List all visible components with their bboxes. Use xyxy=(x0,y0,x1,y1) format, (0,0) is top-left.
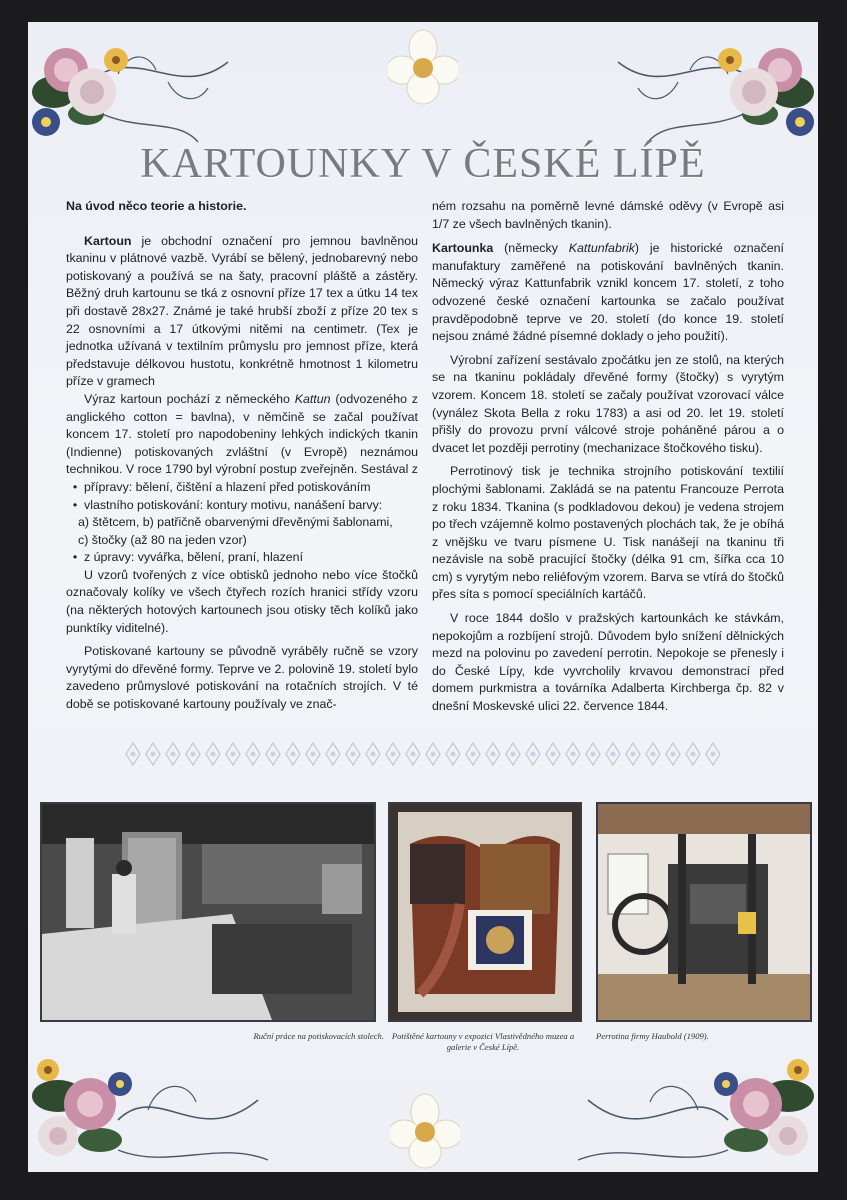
bottom-left-floral-ornament xyxy=(28,1040,288,1172)
process-list xyxy=(66,479,418,567)
photo-caption-3: Perrotina firmy Haubold (1909). xyxy=(596,1031,709,1041)
top-right-floral-ornament xyxy=(578,22,818,152)
origin-italic-term: Kattun xyxy=(294,391,331,406)
list-item: • přípravy: bělení, čištění a hlazení před potiskováním xyxy=(66,479,418,497)
workshop-photo xyxy=(40,802,376,1022)
kartoun-term: Kartoun xyxy=(84,233,132,248)
equipment-paragraph: Výrobní zařízení sestávalo zpočátku jen ze stolů, na kterých se na tkaninu pokládaly dřevěné formy (štočky) s vyrytým vzorem. Koncem 18. století se začaly používat vzorovací válce (vynález Skota Bella z roku 1783) a asi od 20. let 19. století přišly do provozu první válcové stroje poháněné párou a o dvacet let později perrotiny (mechanizace štočkového tisku). xyxy=(432,352,784,455)
printing-paragraph: Potiskované kartouny se původně vyráběly ručně se vzory vyrytými do dřevěné formy. Teprve ve 2. polovině 19. století bylo zavedeno průmyslové potiskování na rotačních strojích. V té době se potiskované kartouny používaly ve znač- xyxy=(66,644,418,712)
workshop-photo-image xyxy=(42,804,374,1020)
photo-caption-1: Ruční práce na potiskovacích stolech. xyxy=(253,1031,384,1041)
museum-exhibit-photo xyxy=(388,802,582,1022)
continuation-paragraph: ném rozsahu na poměrně levné dámské oděvy (v Evropě asi 1/7 ze všech bavlněných tkanin). xyxy=(432,199,784,231)
poster-title: KARTOUNKY V ČESKÉ LÍPĚ xyxy=(140,141,706,187)
perrotine-paragraph: Perrotinový tisk je technika strojního potiskování textilií plochými šablonami. Zakládá se na patentu Francouze Perrota z roku 1834. Tkanina (s podkladovou dekou) je vedena strojem po třech vzájemně kolmo postavených plochách tak, že je obíhá z vnějšku ve tvaru písmene U. Tisk nanášejí na tkaninu tři nezávisle na sobě pracující štočky (délka 91 cm, šířka cca 10 cm) s vyrytým nebo reliéfovým vzorem. Barva se vtírá do štočků přes síta s pomocí speciálních kartáčů. xyxy=(432,464,784,602)
kartounka-italic-term: Kattunfabrik xyxy=(568,241,635,256)
bottom-center-flower-ornament xyxy=(390,1092,460,1172)
list-item: • z úpravy: vyvářka, bělení, praní, hlazení xyxy=(66,549,418,567)
origin-text-before: Výraz kartoun pochází z německého xyxy=(84,391,295,406)
kartounka-text-after: ) je historické označení manufaktury zaměřené na potiskování bavlněných tkanin. Německý výraz Kattunfabrik vznikl koncem 17. století, z toho odvozené české označení kartounka se začalo používat pravděpodobně teprve ve 20. století (do konce 19. století nejsou známé žádné písemné doklady o jeho použití). xyxy=(432,241,784,344)
lace-divider xyxy=(123,740,723,768)
bottom-right-floral-ornament xyxy=(558,1040,818,1172)
kartounka-term: Kartounka xyxy=(432,241,494,256)
strike-paragraph: V roce 1844 došlo v pražských kartounkách ke stávkám, nepokojům a rozbíjení strojů. Důvodem bylo snížení dělnických mezd na polovinu po zavedení perrotin. Nepokoje se přenesly i do České Lípy, kde vyvrcholily krvavou demonstrací před domem purkmistra a továrníka Adalberta Kirchberga čp. 82 v dnešní Moskevské ulici 22. července 1844. xyxy=(432,611,784,714)
kartoun-paragraph xyxy=(66,233,418,391)
origin-paragraph xyxy=(66,391,418,479)
top-left-floral-ornament xyxy=(28,22,268,152)
pattern-paragraph: U vzorů tvořených z více obtisků jednoho nebo více štočků označovaly kolíky ve všech čtyřech rozích hranici střídy vzoru (na některých hotových kartounech jsou otisky těch kolíků jako punktíky viditelné). xyxy=(66,567,418,635)
list-item: c) štočky (až 80 na jeden vzor) xyxy=(78,532,247,547)
kartounka-paragraph xyxy=(432,240,784,346)
perrotine-machine-photo xyxy=(596,802,812,1022)
list-item: a) štětcem, b) patřičně obarvenými dřevěnými šablonami, xyxy=(78,515,393,530)
kartounka-text-before: (německy xyxy=(493,241,569,256)
origin-text-after: (odvozeného z anglického cotton = bavlna), v němčině se začal používat koncem 17. století pro napodobeniny lehkých indických tkanin (Indienne) potiskovaných zvláštní (v Evropě) neznámou technikou. V roce 1790 byl výrobní postup zveřejněn. Sestával z xyxy=(66,391,418,477)
intro-heading: Na úvod něco teorie a historie. xyxy=(66,199,247,213)
museum-exhibit-photo-image xyxy=(390,804,580,1020)
kartoun-text: je obchodní označení pro jemnou bavlněnou tkaninu v plátnové vazbě. Vyrábí se bělený, jednobarevný nebo potiskovaný a používá se na šaty, pracovní pláště a zástěry. Běžný druh kartounu se tká z osnovní příze 17 tex a útku 14 tex při dostavě 28x27. Známé je také hrubší zboží z příze 20 tex s 22 osnovními a 17 útkovými nitěmi na centimetr. (Tex je jednotka užívaná v textilním průmyslu pro jemnost příze, která představuje délkovou hustotu, konkrétně hmotnost 1 kilometru příze v gramech xyxy=(66,233,418,389)
perrotine-machine-photo-image xyxy=(598,804,810,1020)
list-item: • vlastního potiskování: kontury motivu, nanášení barvy: xyxy=(66,497,418,515)
poster xyxy=(28,22,818,1172)
photo-caption-2: Potištěné kartouny v expozici Vlastivědného muzea a galerie v České Lípě. xyxy=(391,1031,575,1052)
right-column xyxy=(432,198,784,716)
left-column xyxy=(66,198,418,714)
top-center-flower-ornament xyxy=(388,28,458,108)
